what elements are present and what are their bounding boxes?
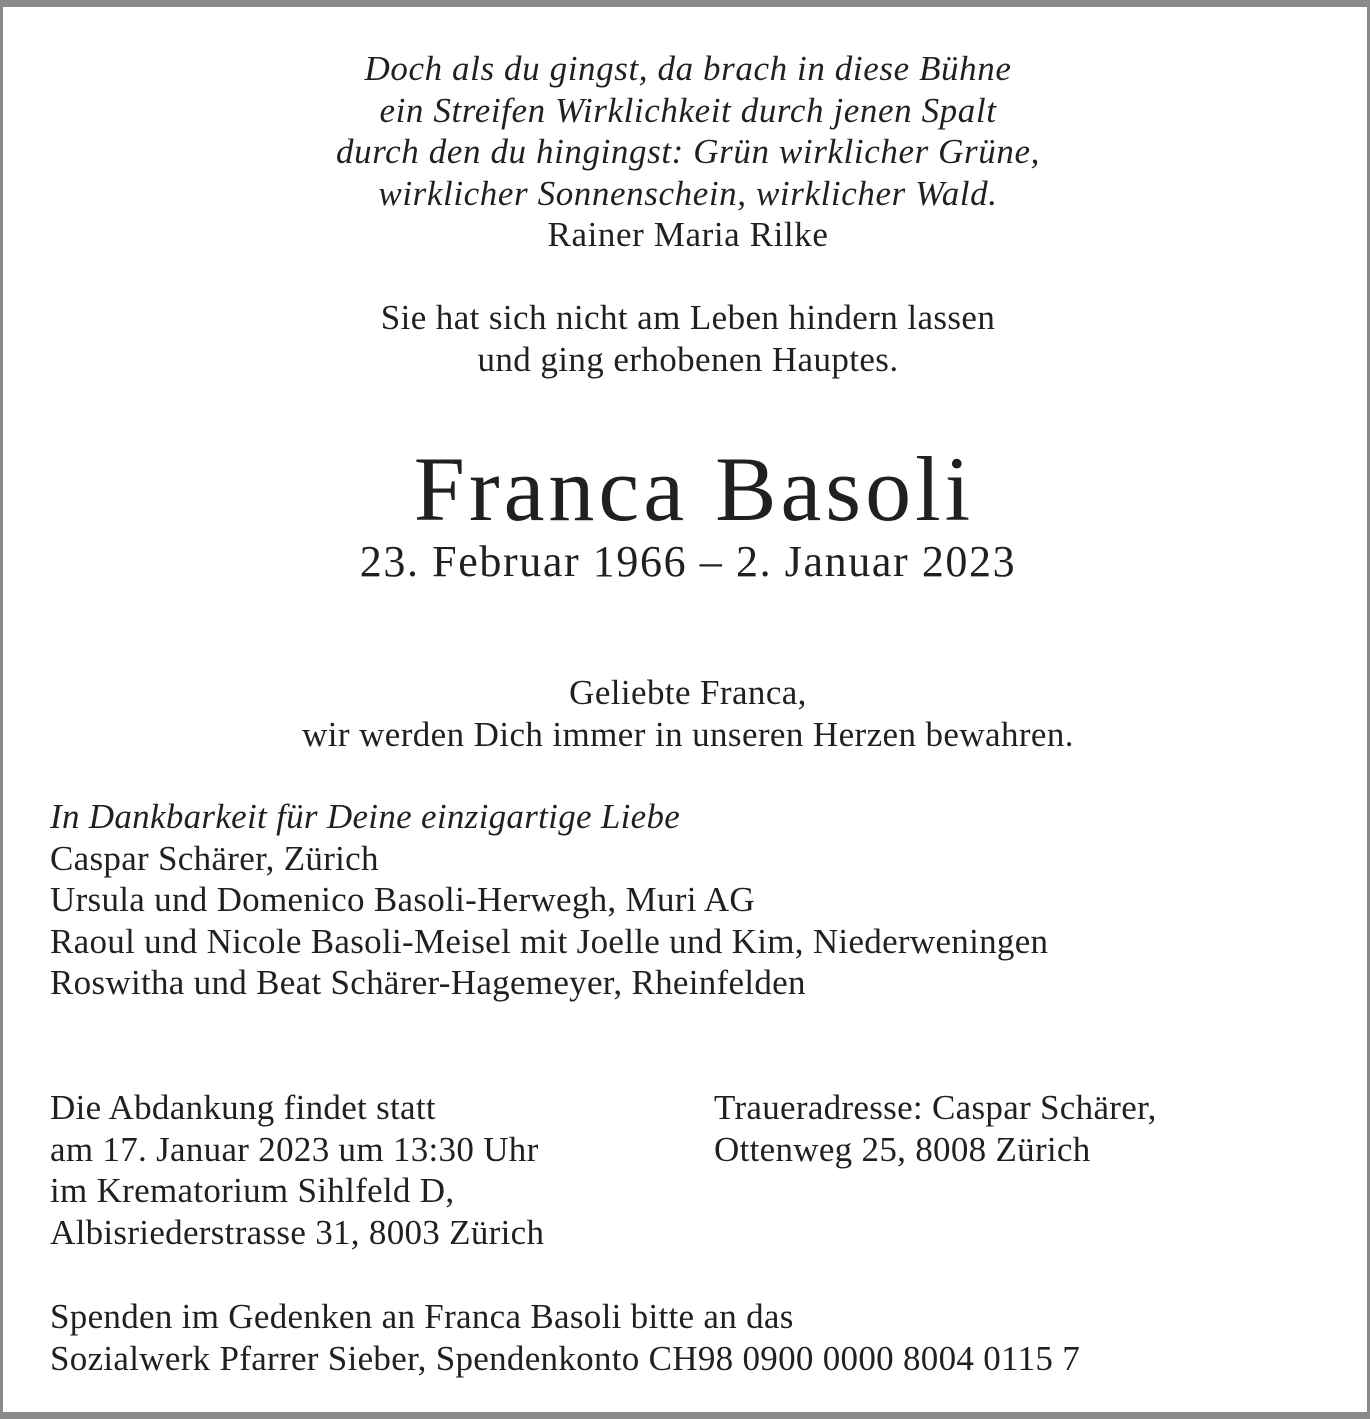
ceremony-line: Albisriederstrasse 31, 8003 Zürich	[50, 1212, 545, 1252]
ceremony-line: im Krematorium Sihlfeld D,	[50, 1171, 455, 1210]
motto-line: und ging erhobenen Hauptes.	[477, 339, 899, 379]
mourner-name: Roswitha und Beat Schärer-Hagemeyer, Rheinfelden	[50, 963, 806, 1002]
ceremony-info	[50, 1087, 544, 1253]
motto	[3, 297, 1370, 380]
life-dates: 23. Februar 1966 – 2. Januar 2023	[359, 537, 1017, 586]
mourning-address	[714, 1087, 1157, 1170]
poem-quote	[3, 48, 1370, 256]
poem-line: wirklicher Sonnenschein, wirklicher Wald.	[378, 173, 998, 213]
donation-info	[50, 1296, 1080, 1379]
mourner-name: Raoul und Nicole Basoli-Meisel mit Joelle und Kim, Niederweningen	[50, 921, 1049, 961]
poem-line: durch den du hingingst: Grün wirklicher Grüne,	[336, 132, 1040, 171]
motto-line: Sie hat sich nicht am Leben hindern lassen	[380, 298, 996, 337]
farewell-line: Geliebte Franca,	[569, 673, 807, 712]
address-line: Ottenweg 25, 8008 Zürich	[714, 1129, 1091, 1169]
poem-line: ein Streifen Wirklichkeit durch jenen Spalt	[379, 90, 997, 130]
farewell-line: wir werden Dich immer in unseren Herzen bewahren.	[302, 714, 1074, 754]
dedication: In Dankbarkeit für Deine einzigartige Liebe	[50, 797, 681, 836]
donation-line: Spenden im Gedenken an Franca Basoli bitte an das	[50, 1297, 794, 1336]
farewell-message	[3, 672, 1370, 755]
mourner-name: Caspar Schärer, Zürich	[50, 838, 379, 878]
poem-line: Doch als du gingst, da brach in diese Bühne	[364, 49, 1012, 88]
ceremony-line: Die Abdankung findet statt	[50, 1088, 436, 1127]
deceased-name: Franca Basoli	[413, 438, 975, 540]
donation-line: Sozialwerk Pfarrer Sieber, Spendenkonto CH98 0900 0000 8004 0115 7	[50, 1338, 1080, 1378]
poem-author: Rainer Maria Rilke	[547, 215, 829, 254]
mourners-list	[50, 796, 1048, 1004]
mourner-name: Ursula und Domenico Basoli-Herwegh, Muri AG	[50, 880, 756, 919]
ceremony-line: am 17. Januar 2023 um 13:30 Uhr	[50, 1129, 539, 1169]
address-line: Traueradresse: Caspar Schärer,	[714, 1088, 1157, 1127]
